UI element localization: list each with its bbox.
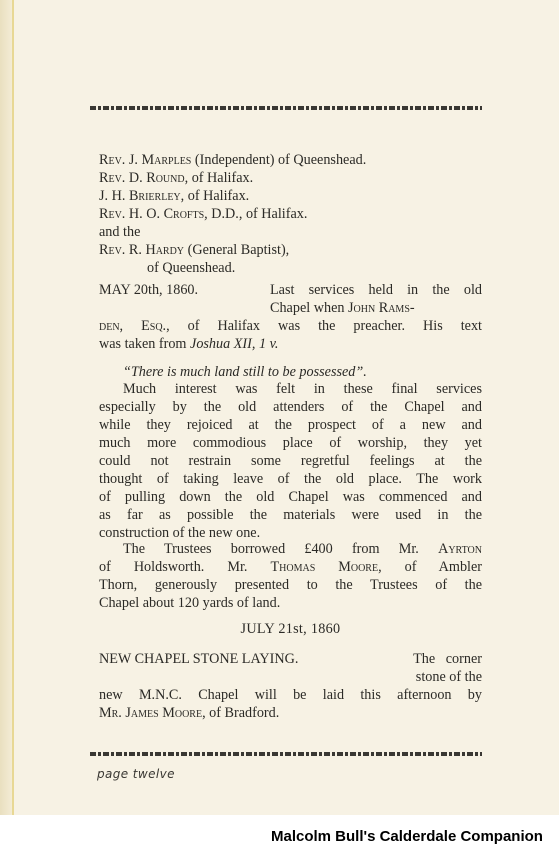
paragraph-line: The Trustees borrowed £400 from Mr. Ayrton — [123, 541, 482, 557]
july-date-heading: JULY 21st, 1860 — [240, 621, 341, 637]
clergy-line: Rev. J. Marples (Independent) of Queenshead. — [99, 152, 367, 168]
stone-laying-first-line: NEW CHAPEL STONE LAYING. The corner — [99, 651, 482, 667]
page-number: page twelve — [97, 767, 175, 781]
top-decorative-rule — [90, 106, 482, 110]
clergy-line: J. H. Brierley, of Halifax. — [99, 188, 250, 204]
paragraph-line: as far as possible the materials were used in the — [99, 507, 482, 523]
paragraph-line: Much interest was felt in these final services — [123, 381, 482, 397]
stone-laying-entry — [99, 650, 482, 722]
paragraph-line: of Holdsworth. Mr. Thomas Moore, of Ambler — [99, 559, 483, 575]
source-credit: Malcolm Bull's Calderdale Companion — [271, 828, 543, 845]
trustees-paragraph — [99, 540, 482, 612]
clergy-list — [99, 151, 482, 277]
paragraph-line: especially by the old attenders of the Chapel and — [99, 399, 482, 415]
bottom-decorative-rule — [90, 752, 482, 756]
clergy-line: Rev. H. O. Crofts, D.D., of Halifax. — [99, 206, 308, 222]
clergy-line: Rev. R. Hardy (General Baptist), — [99, 242, 290, 258]
may-entry-date: MAY 20th, 1860. — [99, 282, 199, 298]
paragraph-line: could not restrain some regretful feelings at the — [99, 453, 482, 469]
scripture-quote: “There is much land still to be possessed”. — [123, 364, 367, 380]
may-entry-line: den, Esq., of Halifax was the preacher. His text — [99, 318, 482, 334]
paragraph-line: of pulling down the old Chapel was commenced and — [99, 489, 482, 505]
paragraph-line: stone of the — [415, 669, 482, 685]
may-entry — [99, 281, 482, 381]
paragraph-line: construction of the new one. — [99, 525, 261, 541]
interest-paragraph — [99, 380, 482, 542]
clergy-line: of Queenshead. — [147, 260, 236, 276]
may-entry-line: was taken from Joshua XII, 1 v. — [99, 336, 279, 352]
paragraph-line: much more commodious place of worship, they yet — [99, 435, 482, 451]
paragraph-line: Chapel about 120 yards of land. — [99, 595, 281, 611]
clergy-line: Rev. D. Round, of Halifax. — [99, 170, 254, 186]
page-binding-edge — [0, 0, 14, 863]
may-entry-text: Last services held in the old — [270, 282, 482, 298]
paragraph-line: new M.N.C. Chapel will be laid this afternoon by — [99, 687, 482, 703]
paragraph-line: Thorn, generously presented to the Trustees of the — [99, 577, 482, 593]
paragraph-line: while they rejoiced at the prospect of a new and — [99, 417, 482, 433]
paragraph-line: thought of taking leave of the old place. The work — [99, 471, 482, 487]
clergy-line: and the — [99, 224, 141, 240]
may-entry-first-line — [99, 281, 482, 299]
may-entry-line: Chapel when John Rams- — [270, 300, 415, 316]
stone-laying-heading: NEW CHAPEL STONE LAYING. — [99, 651, 299, 667]
paragraph-line: Mr. James Moore, of Bradford. — [99, 705, 280, 721]
